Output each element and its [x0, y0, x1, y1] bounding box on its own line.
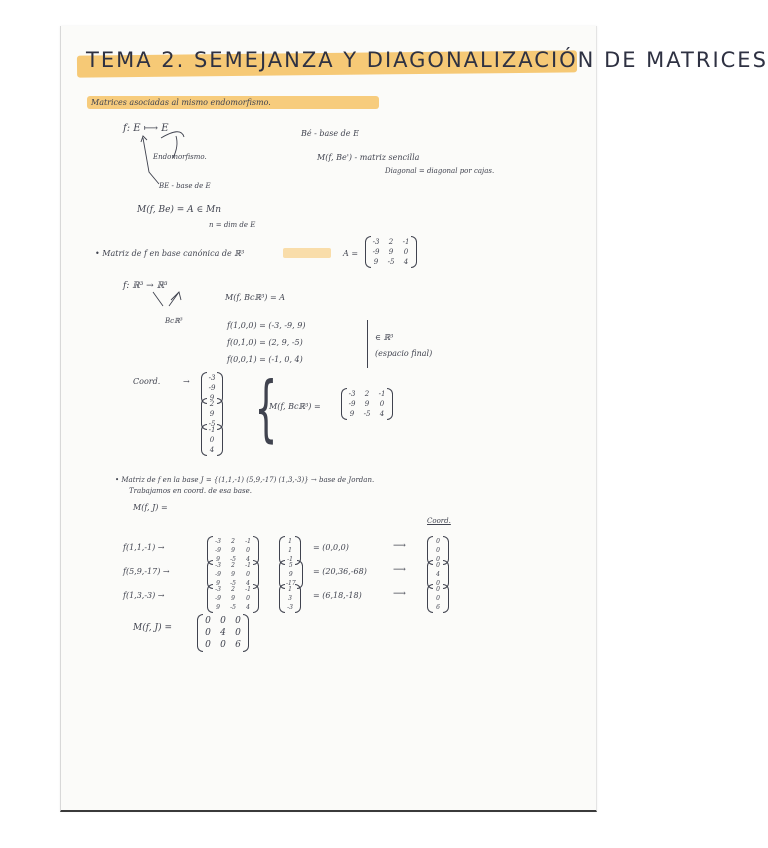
jordan-row-arrow-1: ⟶ — [393, 565, 406, 575]
page-title: TEMA 2. SEMEJANZA Y DIAGONALIZACIÓN DE MATRICES — [86, 48, 768, 72]
canonical-matrix-cell-2-1: -5 — [363, 410, 371, 418]
jordan-row-matrix-2-cell-1-1: 9 — [231, 595, 235, 602]
jordan-row-matrix-1-cell-0-2: -1 — [245, 562, 251, 569]
coord-header: Coord. — [427, 517, 451, 525]
jordan-matrix-cell-2-1: 0 — [220, 640, 226, 650]
canonical-matrix-cell-1-1: 9 — [364, 400, 370, 408]
jordan-row-result-2: = (6,18,-18) — [313, 591, 362, 600]
jordan-row-result-1: = (20,36,-68) — [313, 567, 367, 576]
matrix-A-cell-1-1: 9 — [388, 248, 394, 256]
jordan-row-matrix-1-cell-1-0: -9 — [215, 571, 221, 578]
grouping-brace: { — [254, 366, 278, 450]
jordan-matrix-cell-1-2: 0 — [235, 628, 241, 638]
jordan-row-vector-1-cell-1: 9 — [288, 571, 293, 578]
coord-col2-cell-0: 2 — [209, 400, 215, 408]
jordan-row-matrix-0-cell-1-2: 0 — [246, 547, 250, 554]
arrow-stroke-left — [143, 138, 159, 184]
jordan-row-vector-2-cell-2: -3 — [287, 604, 293, 611]
image-e1: f(1,0,0) = (-3, -9, 9) — [227, 321, 306, 330]
separator-line — [367, 320, 368, 368]
jordan-row-coord-2 — [427, 584, 449, 613]
jordan-row-arrow-0: ⟶ — [393, 541, 406, 551]
basis-be-prime-label: Bé - base de E — [301, 129, 359, 138]
matrix-A-cell-2-1: -5 — [387, 258, 395, 266]
jordan-row-matrix-2-cell-0-2: -1 — [245, 586, 251, 593]
jordan-row-matrix-0-cell-2-1: -5 — [230, 556, 236, 563]
canonical-matrix-cell-0-2: -1 — [378, 390, 386, 398]
matrix-A-cell-2-0: 9 — [373, 258, 379, 266]
matrix-A-cell-1-0: -9 — [372, 248, 380, 256]
image-e3: f(0,0,1) = (-1, 0, 4) — [227, 355, 303, 364]
jordan-row-matrix-1-cell-0-1: 2 — [231, 562, 235, 569]
canonical-matrix-cell-1-0: -9 — [348, 400, 356, 408]
jordan-matrix-cell-1-1: 4 — [220, 628, 226, 638]
jordan-row-matrix-0-cell-2-2: 4 — [246, 556, 250, 563]
jordan-row-matrix-0-cell-0-1: 2 — [231, 538, 235, 545]
jordan-row-matrix-0-cell-1-0: -9 — [215, 547, 221, 554]
jordan-row-matrix-1-cell-0-0: -3 — [215, 562, 221, 569]
dimension-note: n = dim de E — [209, 221, 256, 229]
diagonal-note: Diagonal = diagonal por cajas. — [385, 167, 495, 175]
jordan-row-matrix-2-cell-1-0: -9 — [215, 595, 221, 602]
jordan-row-coord-1-cell-1: 4 — [436, 571, 440, 578]
jordan-row-matrix-2-cell-2-2: 4 — [246, 604, 250, 611]
matrix-A-cell-0-1: 2 — [388, 238, 394, 246]
matrix-A — [365, 236, 417, 268]
jordan-row-matrix-2-cell-0-1: 2 — [231, 586, 235, 593]
jordan-row-vector-0-cell-2: -1 — [287, 556, 293, 563]
sketch-strokes — [61, 26, 596, 810]
loop-arrow — [161, 132, 184, 138]
canonical-matrix-cell-2-0: 9 — [349, 410, 355, 418]
arrow-stroke-right — [173, 136, 177, 158]
coord-column-3 — [201, 424, 223, 456]
jordan-row-matrix-2-cell-0-0: -3 — [215, 586, 221, 593]
jordan-row-matrix-0-cell-2-0: 9 — [216, 556, 220, 563]
coord-col1-cell-0: -3 — [208, 374, 216, 382]
section-3-intro: • Matriz de f en la base J = {(1,1,-1) (5,9,-17) (1,3,-3)} → base de Jordan. — [115, 476, 375, 484]
canonical-matrix-eq: M(f, Bcℝ³) = A — [225, 293, 285, 302]
endomorphism-map: f: E ⟼ E — [123, 123, 169, 134]
jordan-row-label-2: f(1,3,-3) → — [123, 591, 165, 600]
jordan-row-matrix-1-cell-1-1: 9 — [231, 571, 235, 578]
jordan-matrix-cell-2-2: 6 — [235, 640, 241, 650]
jordan-row-vector-2 — [279, 584, 301, 613]
coord-col2-cell-1: 9 — [209, 410, 215, 418]
jordan-row-label-0: f(1,1,-1) → — [123, 543, 165, 552]
jordan-row-vector-1-cell-2: -17 — [286, 580, 296, 587]
matrix-A-cell-1-2: 0 — [403, 248, 409, 256]
jordan-row-matrix-1-cell-1-2: 0 — [246, 571, 250, 578]
jordan-row-coord-2-cell-2: 6 — [436, 604, 440, 611]
coords-arrow: → — [183, 377, 190, 386]
coord-col3-cell-0: -1 — [208, 426, 216, 434]
jordan-matrix-cell-1-0: 0 — [205, 628, 211, 638]
coordinates-note: Trabajamos en coord. de esa base. — [129, 487, 252, 495]
coord-col2-cell-2: -5 — [208, 420, 216, 428]
coord-col1-cell-1: -9 — [208, 384, 216, 392]
matrix-A-label: A = — [343, 249, 359, 258]
jordan-row-matrix-2-cell-2-1: -5 — [230, 604, 236, 611]
jordan-row-coord-0-cell-2: 0 — [436, 556, 440, 563]
canonical-basis-label: Bcℝ³ — [165, 317, 183, 325]
jordan-matrix-cell-2-0: 0 — [205, 640, 211, 650]
simple-matrix-label: M(f, Be') - matriz sencilla — [317, 153, 420, 162]
jordan-matrix-cell-0-1: 0 — [220, 616, 226, 626]
jordan-row-vector-0-cell-0: 1 — [288, 538, 292, 545]
jordan-diagonal-matrix — [197, 614, 249, 652]
jordan-row-coord-1-cell-0: 0 — [436, 562, 440, 569]
in-r3-label: ∈ ℝ³ — [375, 333, 394, 342]
matrix-A-cell-0-2: -1 — [402, 238, 410, 246]
jordan-row-result-0: = (0,0,0) — [313, 543, 349, 552]
matrix-A-membership: M(f, Be) = A ∈ Mn — [137, 205, 222, 215]
jordan-row-vector-0-cell-1: 1 — [288, 547, 292, 554]
canonical-matrix-cell-2-2: 4 — [379, 410, 385, 418]
jordan-matrix-heading: M(f, J) = — [133, 503, 168, 512]
jordan-row-matrix-1-cell-2-1: -5 — [230, 580, 236, 587]
section-subtitle: Matrices asociadas al mismo endomorfismo. — [91, 98, 271, 107]
jordan-row-vector-2-cell-1: 3 — [288, 595, 292, 602]
coord-col1-cell-2: 9 — [209, 394, 215, 402]
jordan-row-vector-2-cell-0: 1 — [288, 586, 292, 593]
jordan-row-coord-2-cell-0: 0 — [436, 586, 440, 593]
jordan-row-coord-0-cell-0: 0 — [436, 538, 440, 545]
jordan-row-vector-1-cell-0: 5 — [288, 562, 293, 569]
jordan-row-matrix-0-cell-0-0: -3 — [215, 538, 221, 545]
basis-arrows — [153, 292, 179, 306]
jordan-row-matrix-0-cell-1-1: 9 — [231, 547, 235, 554]
canonical-matrix — [341, 388, 393, 420]
jordan-row-matrix-0-cell-0-2: -1 — [245, 538, 251, 545]
final-space-label: (espacio final) — [375, 349, 433, 358]
jordan-matrix-cell-0-0: 0 — [205, 616, 211, 626]
basis-be-label: BE - base de E — [159, 182, 211, 190]
coords-label: Coord. — [133, 377, 161, 386]
canonical-highlight — [283, 248, 331, 258]
jordan-matrix-cell-0-2: 0 — [235, 616, 241, 626]
canonical-matrix-cell-0-0: -3 — [348, 390, 356, 398]
endomorphism-label: Endomorfismo. — [153, 153, 207, 161]
r3-map: f: ℝ³ → ℝ³ — [123, 281, 168, 291]
jordan-row-matrix-2-cell-2-0: 9 — [216, 604, 220, 611]
matrix-A-cell-0-0: -3 — [372, 238, 380, 246]
canonical-matrix-label: M(f, Bcℝ³) = — [269, 402, 321, 411]
jordan-row-matrix-2 — [207, 584, 259, 613]
jordan-row-matrix-1-cell-2-0: 9 — [216, 580, 220, 587]
section-2-intro: • Matriz de f en base canónica de ℝ³ — [95, 249, 245, 258]
coord-col3-cell-1: 0 — [209, 436, 215, 444]
image-e2: f(0,1,0) = (2, 9, -5) — [227, 338, 303, 347]
jordan-row-arrow-2: ⟶ — [393, 589, 406, 599]
matrix-A-cell-2-2: 4 — [403, 258, 409, 266]
jordan-row-matrix-2-cell-1-2: 0 — [246, 595, 250, 602]
notebook-page — [60, 26, 768, 812]
jordan-row-label-1: f(5,9,-17) → — [123, 567, 170, 576]
jordan-row-coord-0-cell-1: 0 — [436, 547, 440, 554]
jordan-row-coord-1-cell-2: 0 — [436, 580, 440, 587]
coord-col3-cell-2: 4 — [209, 446, 215, 454]
jordan-row-coord-2-cell-1: 0 — [436, 595, 440, 602]
jordan-row-matrix-1-cell-2-2: 4 — [246, 580, 250, 587]
canonical-matrix-cell-1-2: 0 — [379, 400, 385, 408]
canonical-matrix-cell-0-1: 2 — [364, 390, 370, 398]
final-matrix-label: M(f, J) = — [133, 623, 172, 633]
